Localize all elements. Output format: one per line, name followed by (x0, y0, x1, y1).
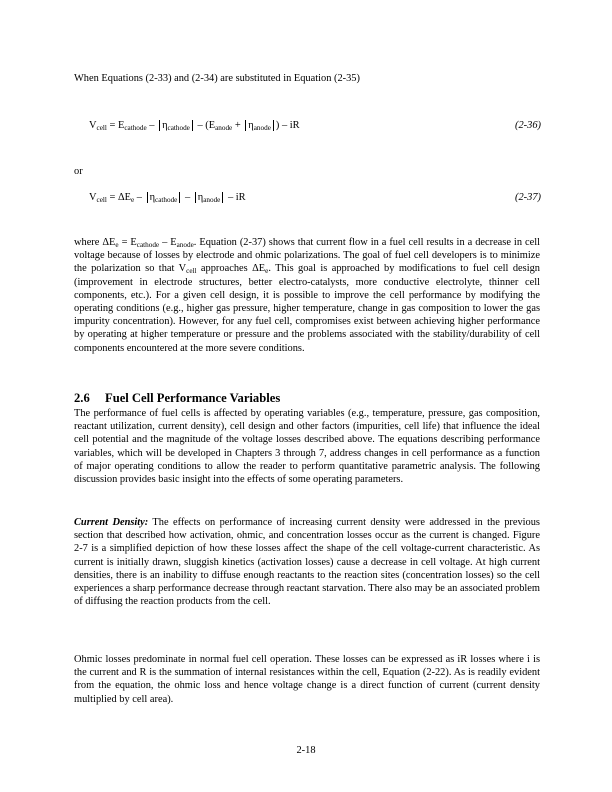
abs-value-eta-anode: $\eta_{anode}$ (245, 120, 274, 131)
paragraph-ohmic-losses: Ohmic losses predominate in normal fuel cell operation. These losses can be expressed as iR losses where i is the current and R is the summation of internal resistances within the cell, Equation (2-22). As is readily evident from the equation, the ohmic loss and hence voltage change is a direct function of current (current density multiplied by cell area). (74, 654, 540, 705)
section-heading (74, 391, 280, 406)
section-number: 2.6 (74, 391, 90, 405)
section-title: Fuel Cell Performance Variables (105, 391, 281, 405)
equation-number-2-36: (2-36) (515, 120, 541, 131)
or-text: or (74, 166, 83, 177)
paragraph-performance-variables: The performance of fuel cells is affected by operating variables (e.g., temperature, pressure, gas composition, reactant utilization, current density), cell design and other factors (impurities, cell life) that influence the ideal cell potential and the magnitude of the voltage losses described above. The equations describing performance variables, which will be developed in Chapters 3 through 7, address changes in cell performance as a function of major operating conditions to allow the reader to perform quantitative parametric analysis. The following discussion provides basic insight into the effects of some operating parameters. (74, 408, 540, 486)
intro-text: When Equations (2-33) and (2-34) are substituted in Equation (2-35) (74, 73, 360, 84)
page-number: 2-18 (296, 745, 316, 756)
paragraph-polarization: where $\Delta E_e = E_{cathode} - E_{anode}$. Equation (2-37) shows that current flow in a fuel cell results in a decrease in cell voltage because of losses by electrode and ohmic polarizations. The goal of fuel cell developers is to minimize the polarization so that $V_{cell}$ approaches $\Delta E_e$. This goal is approached by modifications to fuel cell design (improvement in electrode structures, better electro-catalysts, more conductive electrolyte, thinner cell components, etc.). For a given cell design, it is possible to improve the cell performance by modifying the operating conditions (e.g., higher gas pressure, higher temperature, change in gas composition to lower the gas impurity concentration). However, for any fuel cell, compromises exist between achieving higher performance by operating at higher temperature or pressure and the problems associated with the stability/durability of cell components encountered at the more severe conditions. (74, 237, 540, 354)
equation-number-2-37: (2-37) (515, 192, 541, 203)
abs-value-eta-cathode: $\eta_{cathode}$ (159, 120, 193, 131)
equation-2-36: $V_{cell} = E_{cathode} - \eta_{cathode} - (E_{anode} + \eta_{anode}$ ) – iR (2-36) (89, 120, 541, 132)
paragraph-current-density: Current Density: The effects on performance of increasing current density were addressed in the previous section that described how activation, ohmic, and concentration losses occur as the current is changed. Figure 2-7 is a simplified depiction of how these losses affect the shape of the cell voltage-current characteristic. As current is initially drawn, sluggish kinetics (activation losses) cause a decrease in cell voltage. At high current densities, there is an inability to diffuse enough reactants to the reaction sites (concentration losses) so the cell experiences a sharp performance decrease through reactant starvation. There also may be an associated problem of diffusing the reaction products from the cell. (74, 517, 540, 608)
current-density-lead: Current Density: (74, 517, 149, 528)
abs-value-eta-anode: $\eta_{anode}$ (195, 192, 224, 203)
abs-value-eta-cathode: $\eta_{cathode}$ (147, 192, 181, 203)
equation-2-37: $V_{cell} = \Delta E_e - \eta_{cathode} - \eta_{anode}$ – iR (2-37) (89, 192, 541, 204)
